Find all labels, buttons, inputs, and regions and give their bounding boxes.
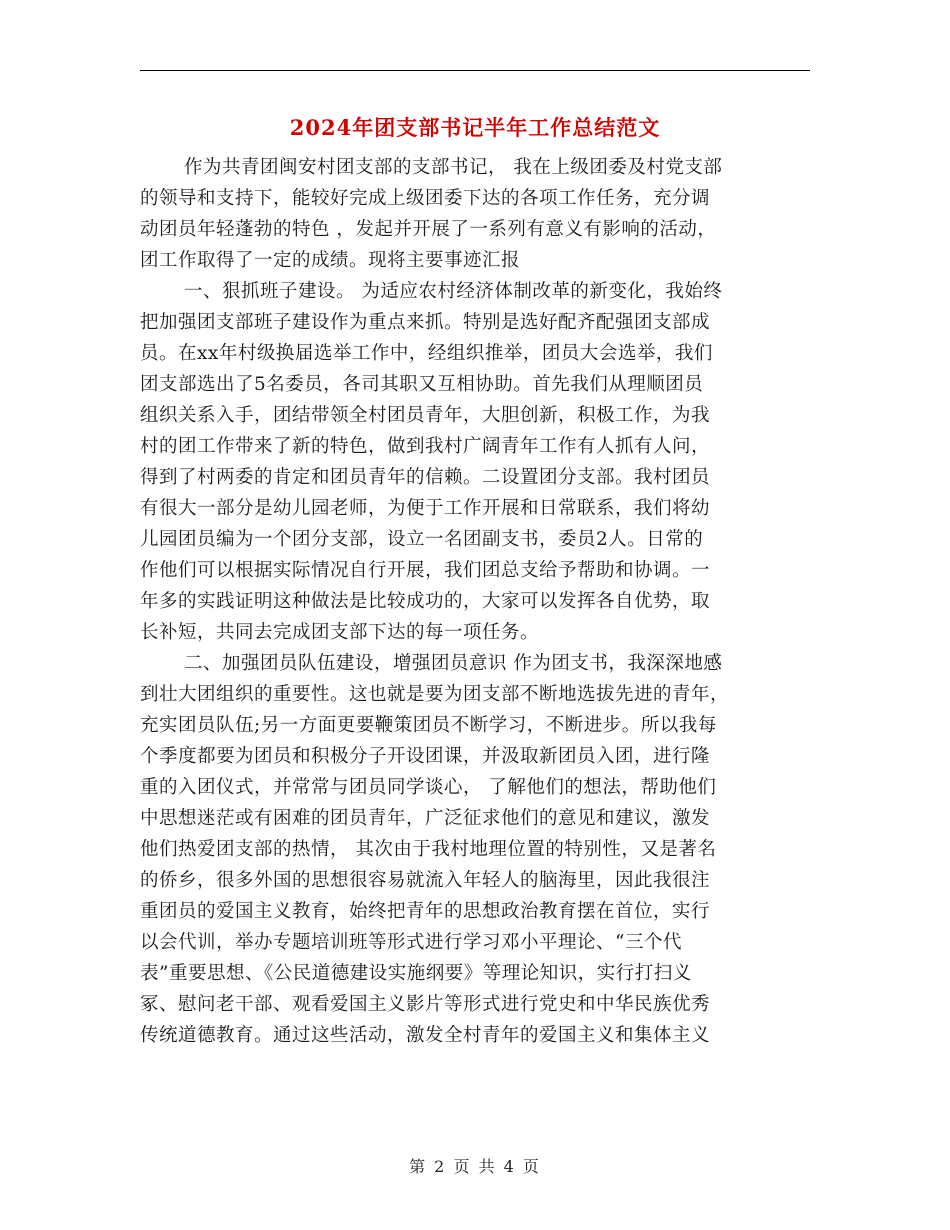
body-line: 动团员年轻蓬勃的特色 ，发起并开展了一系列有意义有影响的活动， [140, 219, 717, 240]
body-line: 个季度都要为团员和积极分子开设团课，并汲取新团员入团，进行隆 [140, 746, 711, 767]
body-line: 重团员的爱国主义教育，始终把青年的思想政治教育摆在首位，实行 [140, 901, 711, 922]
body-line: 充实团员队伍;另一方面更要鞭策团员不断学习，不断进步。所以我每 [140, 715, 717, 736]
document-body [140, 152, 810, 1051]
body-line: 团工作取得了一定的成绩。现将主要事迹汇报 [140, 250, 521, 271]
body-line: 村的团工作带来了新的特色，做到我村广阔青年工作有人抓有人问， [140, 436, 711, 457]
body-line: 作他们可以根据实际情况自行开展，我们团总支给予帮助和协调。一 [140, 560, 711, 581]
body-line: 组织关系入手，团结带领全村团员青年，大胆创新，积极工作，为我 [140, 405, 711, 426]
body-line: 作为共青团闽安村团支部的支部书记， 我在上级团委及村党支部 [184, 157, 723, 178]
body-line: 把加强团支部班子建设作为重点来抓。特别是选好配齐配强团支部成 [140, 312, 711, 333]
body-line: 一、狠抓班子建设。 为适应农村经济体制改革的新变化，我始终 [184, 281, 723, 302]
body-line: 冢、慰问老干部、观看爱国主义影片等形式进行党史和中华民族优秀 [140, 994, 711, 1015]
body-line: 员。在xx年村级换届选举工作中，经组织推举，团员大会选举，我们 [140, 343, 713, 364]
body-line: 他们热爱团支部的热情， 其次由于我村地理位置的特别性，又是著名 [140, 839, 717, 860]
body-line: 年多的实践证明这种做法是比较成功的，大家可以发挥各自优势，取 [140, 591, 711, 612]
document-title: 2024年团支部书记半年工作总结范文 [289, 115, 661, 140]
body-line: 表”重要思想、《公民道德建设实施纲要》等理论知识，实行打扫义 [140, 963, 692, 984]
body-line: 重的入团仪式，并常常与团员同学谈心， 了解他们的想法，帮助他们 [140, 777, 717, 798]
body-line: 以会代训，举办专题培训班等形式进行学习邓小平理论、“三个代 [140, 932, 682, 953]
body-line: 到壮大团组织的重要性。这也就是要为团支部不断地选拔先进的青年， [140, 684, 730, 705]
body-line: 得到了村两委的肯定和团员青年的信赖。二设置团分支部。我村团员 [140, 467, 711, 488]
body-line: 儿园团员编为一个团分支部，设立一名团副支书，委员2人。日常的 [140, 529, 704, 550]
body-line: 团支部选出了5名委员，各司其职又互相协助。首先我们从理顺团员 [140, 374, 704, 395]
body-line: 的侨乡，很多外国的思想很容易就流入年轻人的脑海里，因此我很注 [140, 870, 711, 891]
body-line: 的领导和支持下，能较好完成上级团委下达的各项工作任务，充分调 [140, 188, 711, 209]
body-line: 中思想迷茫或有困难的团员青年，广泛征求他们的意见和建议，激发 [140, 808, 711, 829]
header-divider [140, 70, 810, 71]
body-line: 长补短，共同去完成团支部下达的每一项任务。 [140, 622, 540, 643]
page-footer: 第 2 页 共 4 页 [409, 1157, 541, 1176]
body-line: 二、加强团员队伍建设，增强团员意识 作为团支书，我深深地感 [184, 653, 723, 674]
body-line: 传统道德教育。通过这些活动，激发全村青年的爱国主义和集体主义 [140, 1025, 711, 1046]
body-line: 有很大一部分是幼儿园老师，为便于工作开展和日常联系，我们将幼 [140, 498, 711, 519]
